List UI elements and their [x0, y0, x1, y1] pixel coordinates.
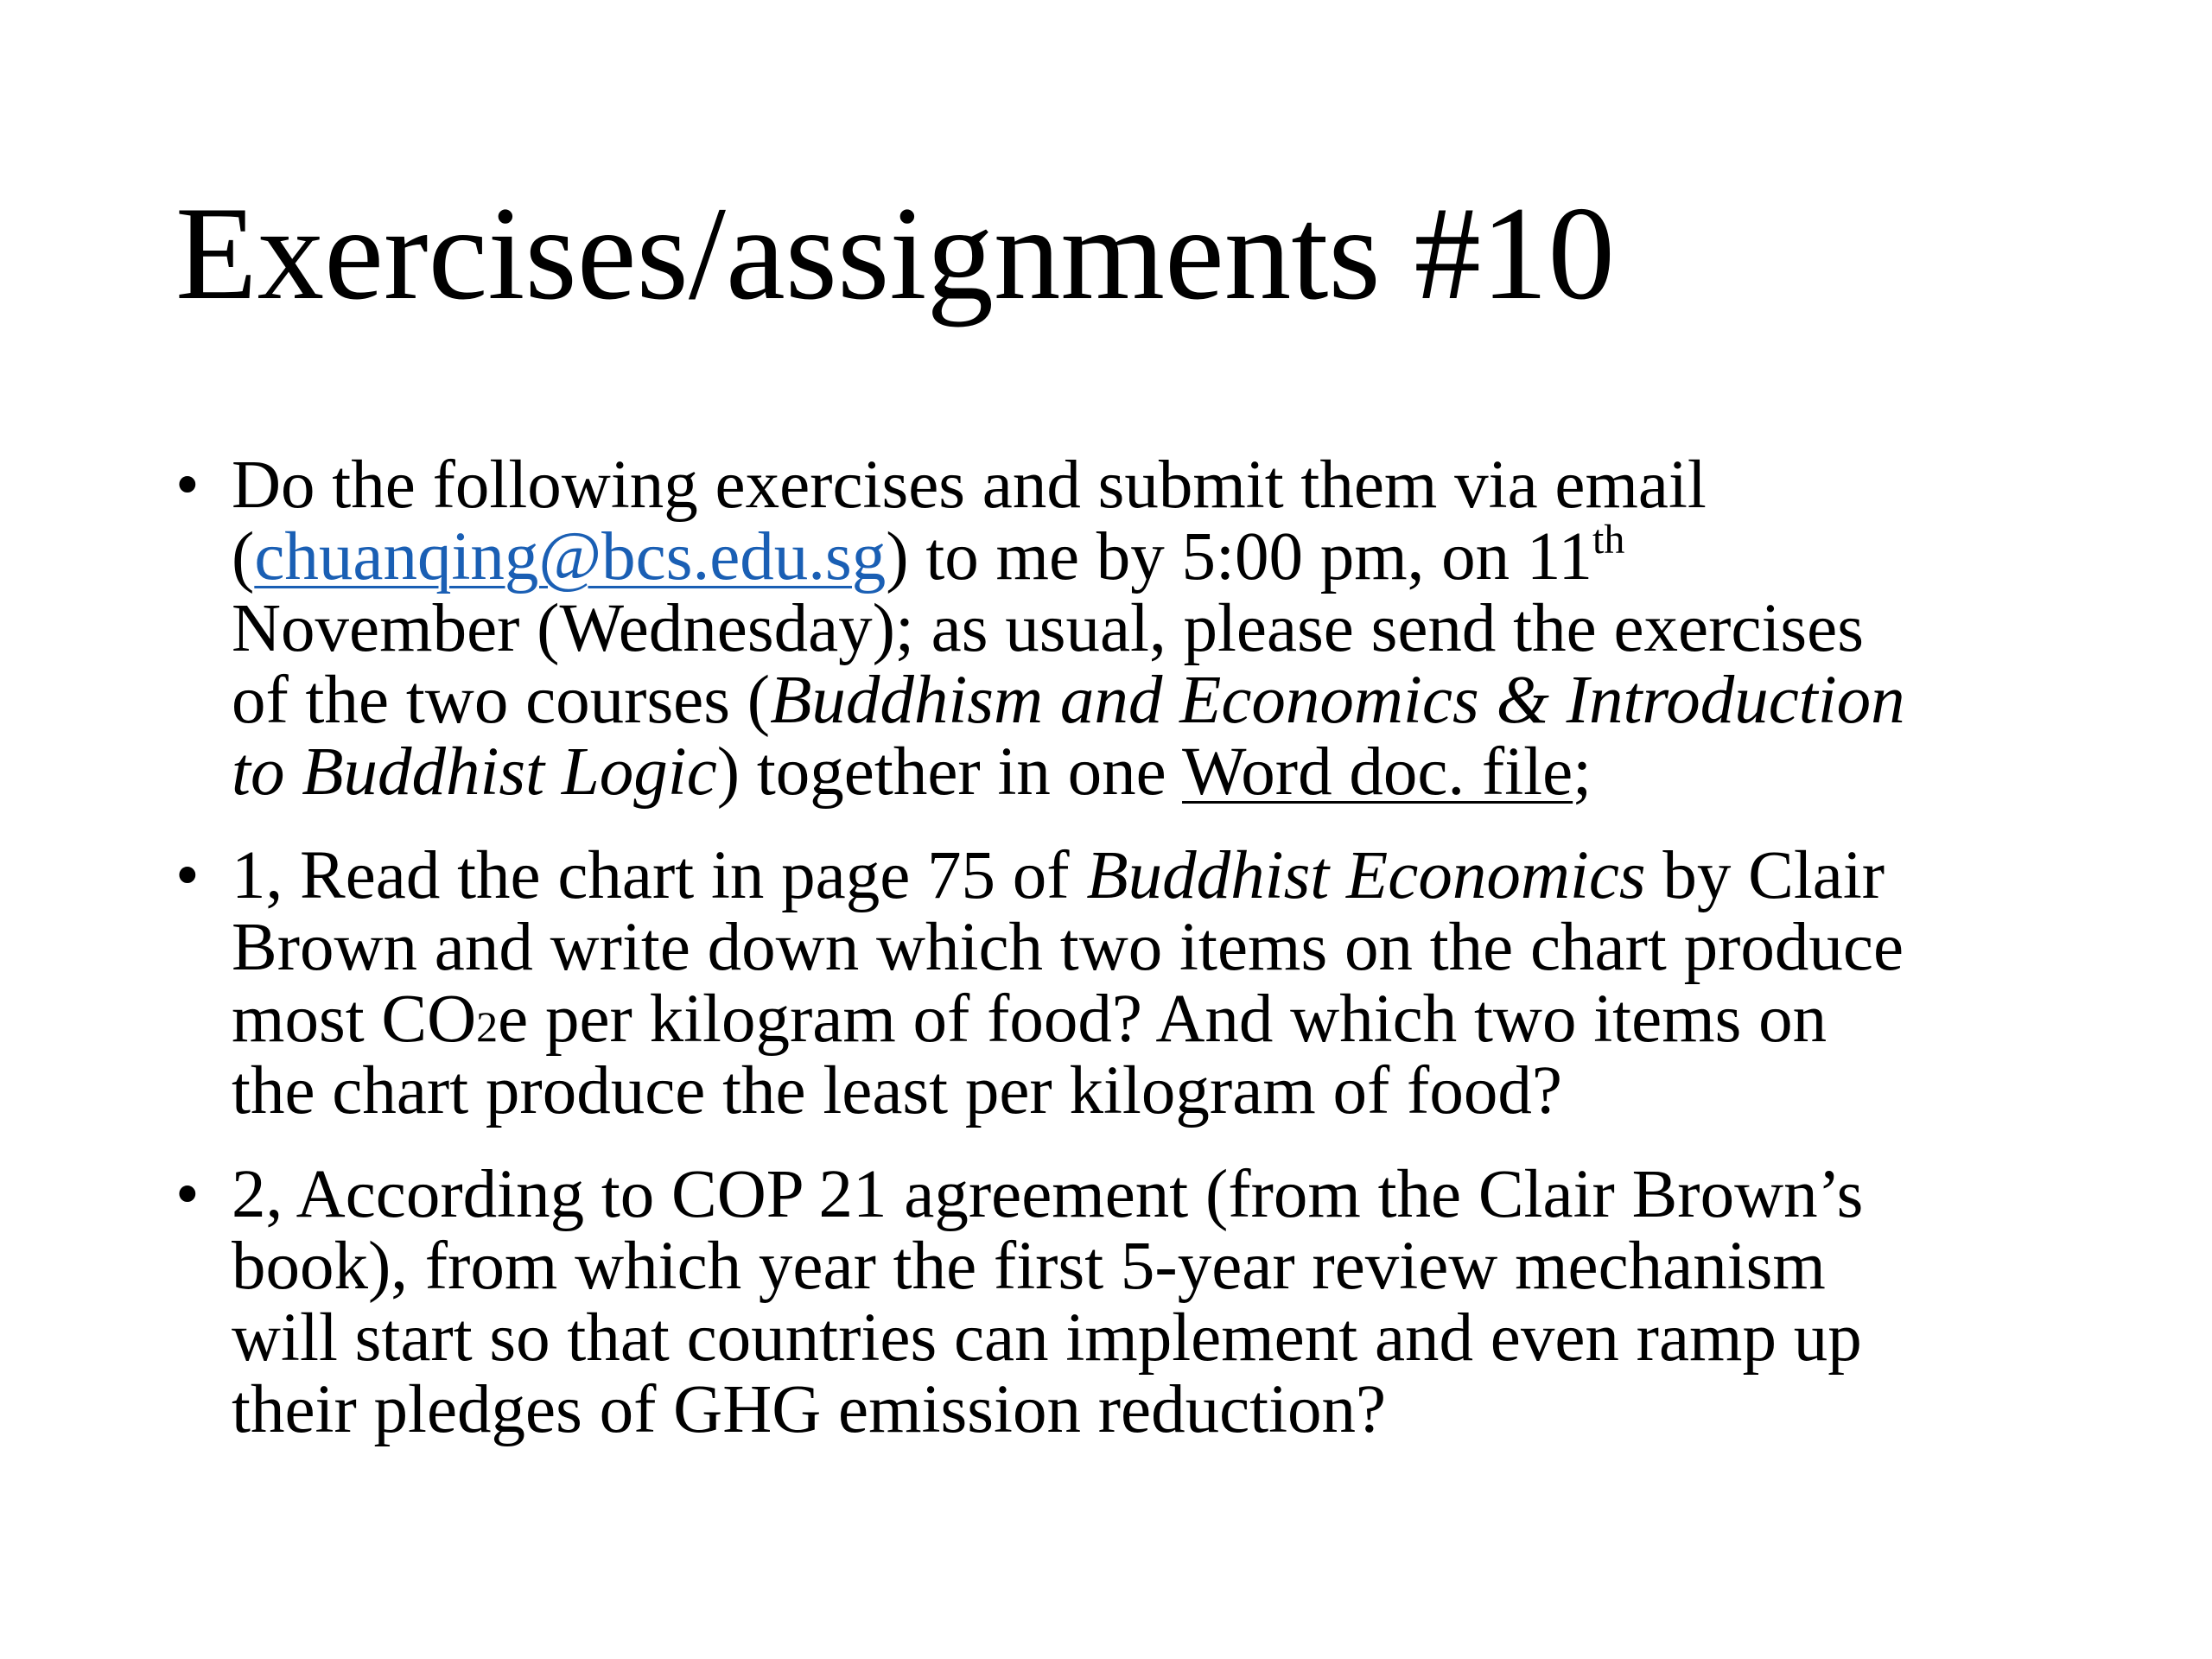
bullet-exercise-1 [175, 840, 2076, 1127]
bullet2-line4: the chart produce the least per kilogram of food? [232, 1053, 1562, 1128]
bullet3-line4: their pledges of GHG emission reduction? [232, 1372, 1387, 1447]
bullet2-line3-rest: e per kilogram of food? And which two items on [498, 982, 1827, 1057]
bullet-marker: • [175, 448, 200, 523]
bullet1-courses-prefix: of the two courses ( [232, 663, 771, 738]
bullet1-together-text: ) together in one [716, 734, 1183, 810]
course-name-logic-italic: to Buddhist Logic [232, 734, 717, 810]
bullet3-line2: book), from which year the first 5-year review mechanism [232, 1229, 1826, 1304]
bullet3-line1: 2, According to COP 21 agreement (from the Clair Brown’s [232, 1157, 1864, 1232]
bullet1-line4 [232, 664, 2076, 736]
bullet1-line2 [232, 517, 2076, 594]
bullet-list [175, 449, 2076, 1478]
bullet3-line3: will start so that countries can implement and even ramp up [232, 1300, 1862, 1376]
bullet1-line1: Do the following exercises and submit them via email [232, 448, 1707, 523]
bullet2-line3 [232, 983, 2076, 1055]
email-link[interactable]: chuanqing@bcs.edu.sg [254, 519, 887, 594]
bullet1-deadline-text: ) to me by 5:00 pm, on 11 [886, 519, 1593, 594]
bullet1-line3: November (Wednesday); as usual, please send the exercises [232, 591, 1864, 666]
bullet2-author: by Clair [1645, 838, 1885, 913]
co2-subscript: 2 [476, 1002, 499, 1051]
course-names-italic: Buddhism and Economics & Introduction [770, 663, 1905, 738]
co2-prefix: most CO [232, 982, 477, 1057]
bullet1-line5 [232, 736, 2076, 808]
bullet-submission-instructions [175, 449, 2076, 808]
bullet1-semicolon: ; [1573, 734, 1592, 810]
bullet-exercise-2 [175, 1159, 2076, 1446]
slide-title: Exercises/assignments #10 [175, 179, 1615, 327]
bullet2-line2: Brown and write down which two items on the chart produce [232, 910, 1904, 985]
bullet1-open-paren: ( [232, 519, 255, 594]
date-ordinal-suffix: th [1592, 517, 1625, 563]
bullet2-prefix: 1, Read the chart in page 75 of [232, 838, 1087, 913]
bullet-marker: • [175, 1157, 200, 1232]
bullet2-line1 [232, 840, 2076, 912]
bullet-marker: • [175, 838, 200, 913]
book-title-italic: Buddhist Economics [1086, 838, 1646, 913]
word-doc-file-underlined: Word doc. file [1182, 734, 1573, 810]
